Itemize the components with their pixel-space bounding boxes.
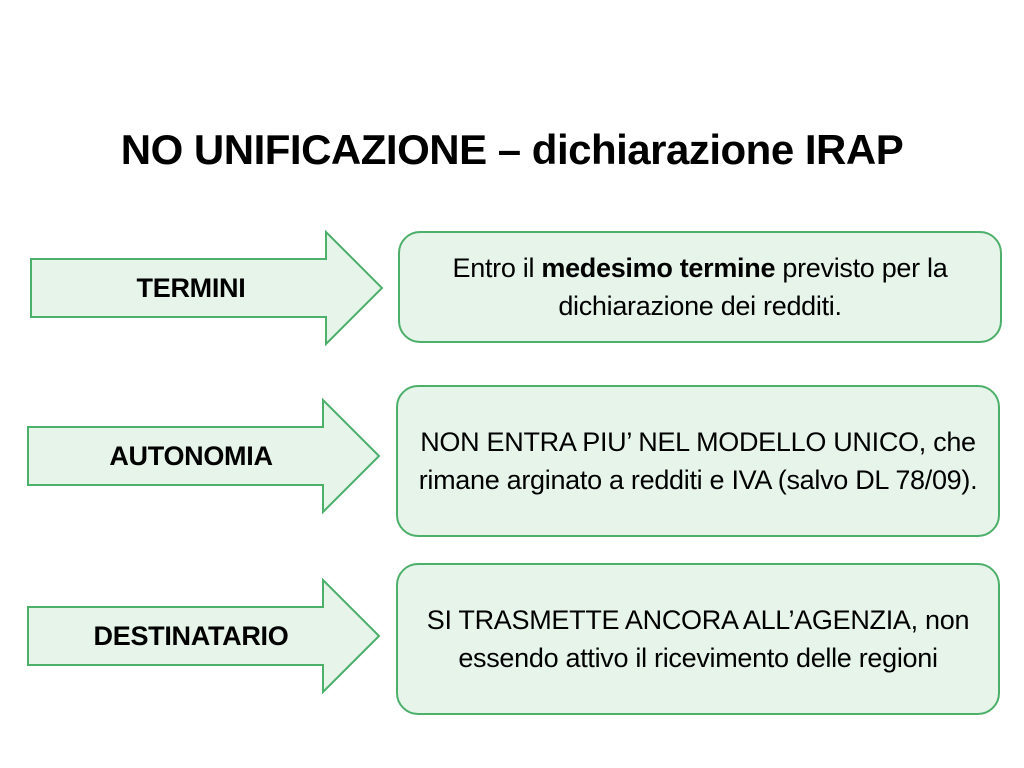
text-suffix: previsto per la dichiarazione dei redditi. bbox=[558, 252, 948, 321]
arrow-autonomia bbox=[26, 398, 386, 514]
description-text-termini bbox=[410, 249, 990, 326]
description-box-destinatario bbox=[396, 563, 1000, 715]
description-text-destinatario: SI TRASMETTE ANCORA ALL’AGENZIA, non essendo attivo il ricevimento delle regioni bbox=[426, 604, 970, 673]
arrow-label-destinatario: DESTINATARIO bbox=[93, 620, 289, 651]
description-box-termini bbox=[398, 231, 1002, 343]
arrow-termini bbox=[26, 230, 386, 346]
description-text-autonomia: NON ENTRA PIU’ NEL MODELLO UNICO, che rimane arginato a redditi e IVA (salvo DL 78/09). bbox=[418, 426, 978, 495]
arrow-destinatario bbox=[26, 578, 386, 694]
slide-title: NO UNIFICAZIONE – dichiarazione IRAP bbox=[120, 126, 904, 173]
text-prefix: Entro il bbox=[452, 252, 542, 283]
description-box-autonomia bbox=[396, 385, 1000, 537]
text-emphasis: medesimo termine bbox=[541, 252, 776, 283]
arrow-label-autonomia: AUTONOMIA bbox=[109, 440, 273, 471]
arrow-label-termini: TERMINI bbox=[136, 272, 246, 303]
